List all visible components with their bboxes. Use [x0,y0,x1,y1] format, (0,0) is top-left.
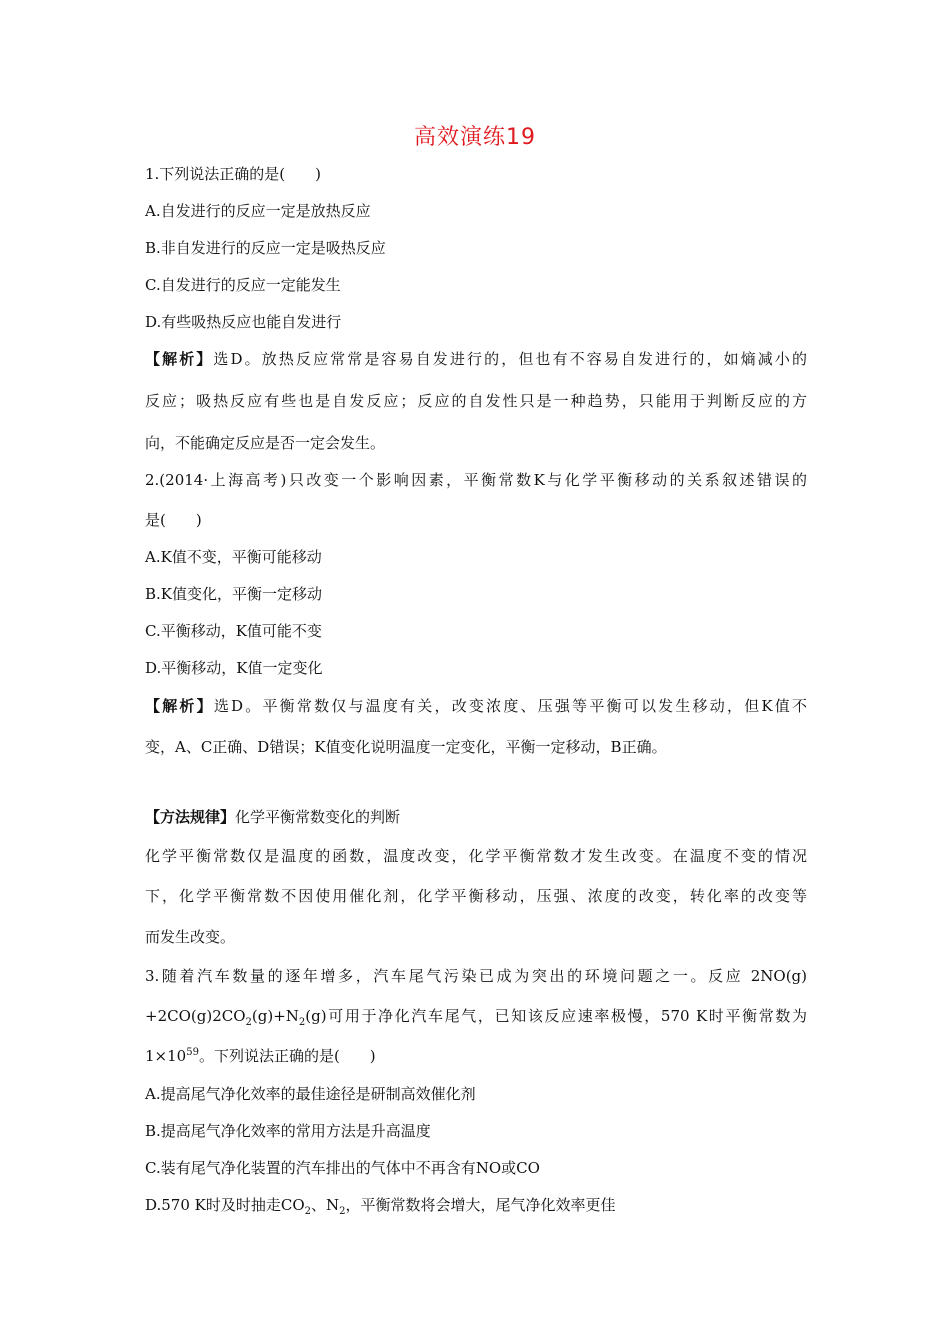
q1-option-c: C.自发进行的反应一定能发生 [145,276,341,294]
q1-analysis-tag: 【解析】 [145,350,214,368]
q2-analysis-line-1: 【解析】选D。平衡常数仅与温度有关，改变浓度、压强等平衡可以发生移动，但K值不 [145,697,807,715]
q3-stem-line-2: $+2CO(g)2CO_2(g)+N_2(g)$可用于净化汽车尾气，已知该反应速率极慢，570 K时平衡常数为 [145,1007,807,1028]
q2-stem-line-1: 2.(2014·上海高考)只改变一个影响因素，平衡常数K与化学平衡移动的关系叙述错误的 [145,471,807,489]
q2-analysis-line-2: 变，A、C正确、D错误；K值变化说明温度一定变化，平衡一定移动，B正确。 [145,738,667,756]
page-title: 高效演练19 [414,125,536,150]
q3-option-a: A.提高尾气净化效率的最佳途径是研制高效催化剂 [145,1085,476,1103]
q3-option-b: B.提高尾气净化效率的常用方法是升高温度 [145,1122,431,1140]
q3-stem-line-1: 3.随着汽车数量的逐年增多，汽车尾气污染已成为突出的环境问题之一。反应 2NO(g) [145,967,807,985]
q2-option-b: B.K值变化，平衡一定移动 [145,585,322,603]
q2-option-d: D.平衡移动，K值一定变化 [145,659,323,677]
method-line-2: 下，化学平衡常数不因使用催化剂，化学平衡移动，压强、浓度的改变，转化率的改变等 [145,887,807,905]
q2-option-a: A.K值不变，平衡可能移动 [145,548,322,566]
q1-option-b: B.非自发进行的反应一定是吸热反应 [145,239,386,257]
q3-option-d: D.570 K时及时抽走$CO_2$、$N_2$，平衡常数将会增大，尾气净化效率更佳 [145,1196,616,1217]
q3-option-c: C.装有尾气净化装置的汽车排出的气体中不再含有NO或CO [145,1159,540,1177]
method-line-1: 化学平衡常数仅是温度的函数，温度改变，化学平衡常数才发生改变。在温度不变的情况 [145,847,807,865]
method-heading: 【方法规律】化学平衡常数变化的判断 [145,808,401,826]
q1-option-d: D.有些吸热反应也能自发进行 [145,313,342,331]
q2-analysis-tag: 【解析】 [145,697,214,715]
q1-analysis-line-3: 向，不能确定反应是否一定会发生。 [145,434,386,452]
q1-analysis-line-1: 【解析】选D。放热反应常常是容易自发进行的，但也有不容易自发进行的，如熵减小的 [145,350,807,368]
q2-option-c: C.平衡移动，K值可能不变 [145,622,322,640]
q1-stem: 1.下列说法正确的是( ) [145,165,322,183]
q3-stem-line-3: $1\times 10^{59}$。下列说法正确的是( ) [145,1047,376,1065]
q2-stem-line-2: 是( ) [145,511,202,529]
method-line-3: 而发生改变。 [145,928,236,946]
q1-analysis-line-2: 反应；吸热反应有些也是自发反应；反应的自发性只是一种趋势，只能用于判断反应的方 [145,392,807,410]
q1-option-a: A.自发进行的反应一定是放热反应 [145,202,371,220]
method-tag: 【方法规律】 [145,808,236,826]
